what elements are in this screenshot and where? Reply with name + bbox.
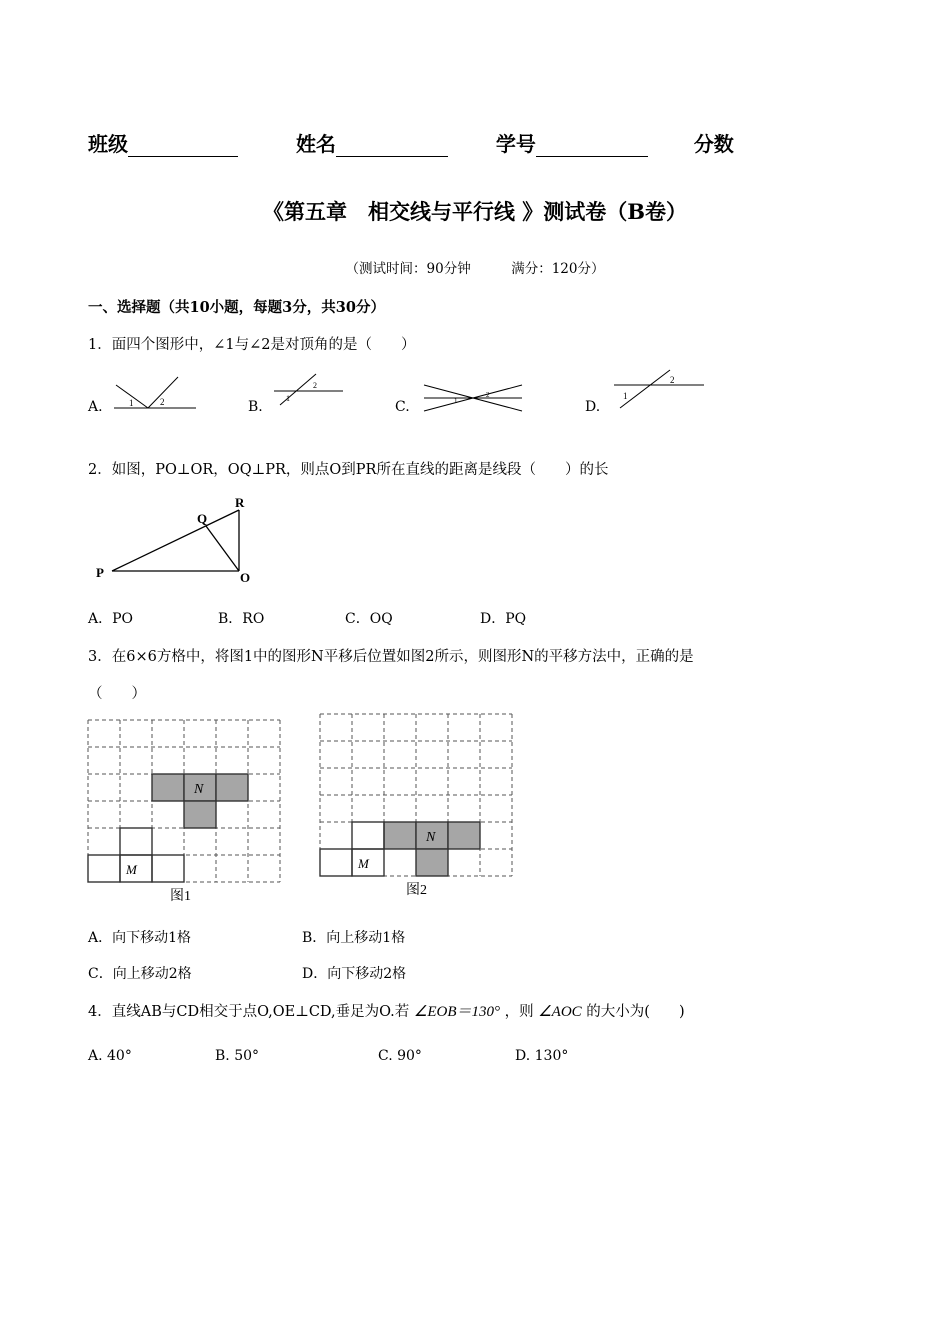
section-heading: 一、选择题（共10小题，每题3分，共30分） xyxy=(88,299,385,316)
fig1-shape-n-label: N xyxy=(194,782,204,797)
fig2-shape-n-label: N xyxy=(426,830,436,845)
name-label: 姓名 xyxy=(295,132,336,156)
q1d-label-1: 1 xyxy=(623,391,628,401)
q1-option-c-label: C. xyxy=(395,399,410,415)
q3-option-b: B．向上移动1格 xyxy=(302,930,406,946)
q1-figure-b xyxy=(270,370,350,406)
q4-text-part-c: 的大小为( ) xyxy=(586,1004,685,1020)
q1-figure-c xyxy=(420,380,526,416)
number-label: 学号 xyxy=(495,132,536,156)
question-3-text: 3．在6×6方格中，将图1中的图形N平移后位置如图2所示，则图形N的平移方法中，正确的是 xyxy=(88,649,694,665)
page-subtitle: （测试时间：90分钟 满分：120分） xyxy=(345,261,605,277)
fig2-shape-m-label: M xyxy=(358,856,369,871)
q3-figure-2-grid xyxy=(318,712,518,900)
q3-option-c: C．向上移动2格 xyxy=(88,966,192,982)
q2-option-b: B．RO xyxy=(218,611,265,627)
q1c-label-1: 1 xyxy=(454,397,458,405)
q2-option-a: A．PO xyxy=(88,611,134,627)
student-info-header xyxy=(88,128,734,157)
q1-option-d-label: D. xyxy=(585,399,601,415)
point-p-label: P xyxy=(96,565,104,580)
q4-option-b: B. 50° xyxy=(215,1048,260,1064)
q2-triangle-figure xyxy=(92,492,262,584)
q4-angle-aoc: ∠AOC xyxy=(538,1004,582,1020)
q2-option-d: D．PQ xyxy=(480,611,527,627)
question-2-text: 2．如图，PO⊥OR，OQ⊥PR，则点O到PR所在直线的距离是线段（ ）的长 xyxy=(88,462,609,478)
q1-figure-a xyxy=(108,372,200,414)
q1-figure-d xyxy=(608,368,708,414)
page-title: 《第五章 相交线与平行线 》测试卷（B卷） xyxy=(262,199,688,224)
q3-option-d: D．向下移动2格 xyxy=(302,966,407,982)
q1-option-b-label: B. xyxy=(248,399,263,415)
q1c-label-2: 2 xyxy=(486,391,490,399)
q4-option-c: C. 90° xyxy=(378,1048,422,1064)
q1a-label-1: 1 xyxy=(129,398,134,408)
name-blank[interactable] xyxy=(336,136,448,157)
question-4-text xyxy=(88,1000,685,1021)
score-label: 分数 xyxy=(693,132,734,156)
question-3-text-continued: （ ） xyxy=(88,686,146,702)
q4-option-a: A. 40° xyxy=(88,1048,132,1064)
point-o-label: O xyxy=(240,570,251,584)
q3-option-a: A．向下移动1格 xyxy=(88,930,192,946)
point-q-label: Q xyxy=(197,511,208,526)
q2-option-c: C．OQ xyxy=(345,611,393,627)
fig2-caption: 图2 xyxy=(406,883,427,898)
q4-text-part-a: 4．直线AB与CD相交于点O,OE⊥CD,垂足为O.若 xyxy=(88,1004,410,1020)
fig1-caption: 图1 xyxy=(170,889,191,904)
number-blank[interactable] xyxy=(536,136,648,157)
point-r-label: R xyxy=(235,495,245,510)
q4-option-d: D. 130° xyxy=(515,1048,569,1064)
class-label: 班级 xyxy=(88,132,128,156)
q1a-label-2: 2 xyxy=(160,397,165,407)
class-blank[interactable] xyxy=(128,136,238,157)
q1-option-a-label: A. xyxy=(88,399,103,415)
q1b-label-2: 2 xyxy=(313,381,317,390)
q1d-label-2: 2 xyxy=(670,375,675,385)
q3-figure-1-grid xyxy=(86,718,282,906)
q1b-label-1: 1 xyxy=(286,394,290,403)
q4-text-part-b: ，则 xyxy=(504,1004,534,1020)
fig1-shape-m-label: M xyxy=(126,862,137,877)
q4-angle-eob: ∠EOB＝130° xyxy=(413,1004,501,1020)
question-1-text: 1．面四个图形中，∠1与∠2是对顶角的是（ ） xyxy=(88,337,416,353)
